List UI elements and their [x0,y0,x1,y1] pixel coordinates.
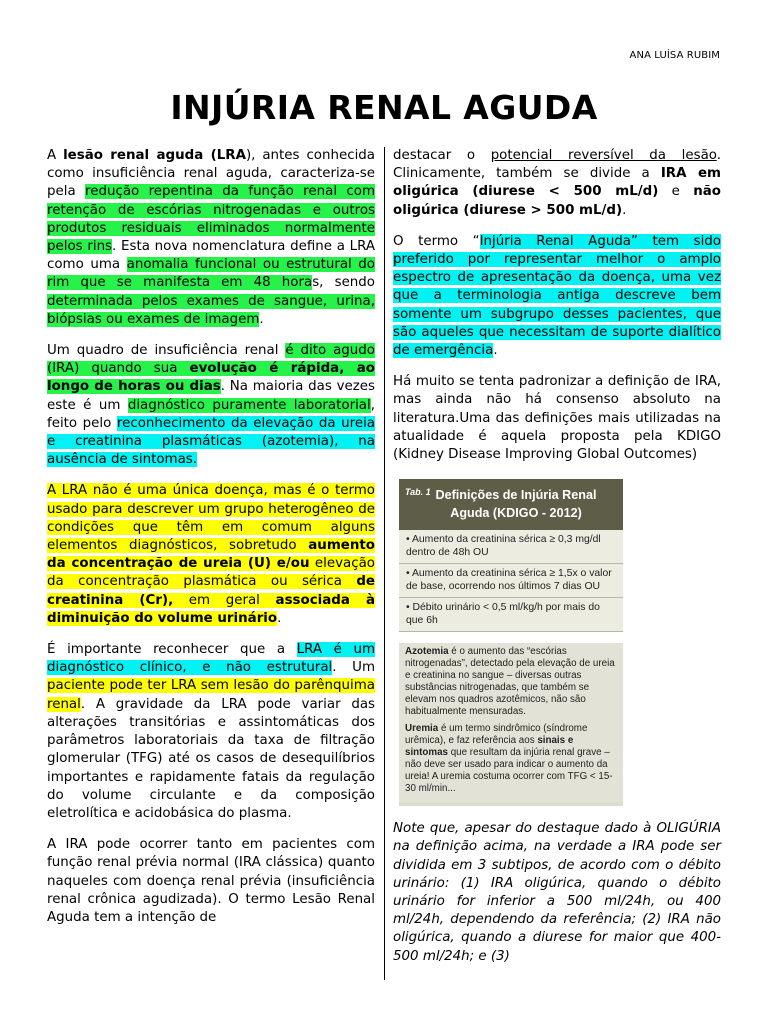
page-title: INJÚRIA RENAL AGUDA [170,88,598,127]
table-label: Tab. 1 [405,487,431,498]
azotemia-definition: Azotemia é o aumento das “escórias nitrogenadas”, detectado pela elevação de ureia e creatinina no sangue – diversas outras substâncias nitrogenadas, que também se elevam nos quadros azotêmicos, não são habitualmente mensuradas. [405,646,615,718]
table-row: • Débito urinário < 0,5 ml/kg/h por mais do que 6h [399,598,623,632]
right-column [393,147,721,979]
paragraph-reversivel: destacar o potencial reversível da lesão. Clinicamente, também se divide a IRA em oligúrica (diurese < 500 mL/d) e não oligúrica (diurese > 500 mL/d). [393,148,721,218]
table-title: Definições de Injúria Renal Aguda (KDIGO - 2012) [435,488,597,521]
paragraph-ira-ocorrencia: A IRA pode ocorrer tanto em pacientes com função renal prévia normal (IRA clássica) quanto naqueles com doença renal prévia (insuficiência renal crônica agudizada). O termo Lesão Renal Aguda tem a intenção de [47,837,375,925]
table-definitions-box [399,643,623,802]
paragraph-diagnostico-clinico: É importante reconhecer que a LRA é um diagnóstico clínico, e não estrutural. Um paciente pode ter LRA sem lesão do parênquima renal. A gravidade da LRA pode variar das alterações transitórias e assintomáticas dos parâmetros laboratoriais da taxa de filtração glomerular (TFG) até os casos de desequilíbrios importantes e rapidamente fatais da regulação do volume circulante e da composição eletrolítica e acidobásica do plasma. [47,642,376,821]
paragraph-kdigo: Há muito se tenta padronizar a definição de IRA, mas ainda não há consenso absoluto na literatura.Uma das definições mais utilizadas na atualidade é aquela proposta pela KDIGO (Kidney Disease Improving Global Outcomes) [393,374,721,463]
paragraph-ira-quadro: Um quadro de insuficiência renal é dito agudo (IRA) quando sua evolução é rápida, ao longo de horas ou dias. Na maioria das vezes este é um diagnóstico puramente laboratorial, feito pelo reconhecimento da elevação da ureia e creatinina plasmáticas (azotemia), na ausência de sintomas. [47,343,375,468]
uremia-definition: Uremia é um termo sindrômico (síndrome urêmica), e faz referência aos sinais e sintomas que resultam da injúria renal grave – não deve ser usado para indicar o aumento da ureia! A uremia costuma ocorrer com TFG < 15-30 ml/min... [405,723,613,795]
table-row: • Aumento da creatinina sérica ≥ 0,3 mg/dl dentro de 48h OU [399,530,623,564]
kdigo-table [399,479,623,806]
table-header [399,479,623,530]
paragraph-note-oliguria: Note que, apesar do destaque dado à OLIGÚRIA na definição acima, na verdade a IRA pode ser dividida em 3 subtipos, de acordo com o débito urinário: (1) IRA oligúrica, quando o débito urinário for inferior a 500 ml/24h, ou 400 ml/24h, dependendo da referência; (2) IRA não oligúrica, quando a diurese for maior que 400-500 ml/24h; e (3) [393,821,721,964]
table-row: • Aumento da creatinina sérica ≥ 1,5x o valor de base, ocorrendo nos últimos 7 dias OU [399,564,623,598]
paragraph-lra-nao-unica: A LRA não é uma única doença, mas é o termo usado para descrever um grupo heterogêneo de condições que têm em comum alguns elementos diagnósticos, sobretudo aumento da concentração de ureia (U) e/ou elevação da concentração plasmática ou sérica de creatinina (Cr), em geral associada à diminuição do volume urinário. [47,483,375,626]
column-divider [384,147,385,980]
paragraph-lra-definition: A lesão renal aguda (LRA), antes conhecida como insuficiência renal aguda, caracteriza-se pela redução repentina da função renal com retenção de escórias nitrogenadas e outros produtos residuais eliminados normalmente pelos rins. Esta nova nomenclatura define a LRA como uma anomalia funcional ou estrutural do rim que se manifesta em 48 horas, sendo determinada pelos exames de sangue, urina, biópsias ou exames de imagem. [47,148,376,327]
author-name: ANA LUÍSA RUBIM [629,50,720,61]
paragraph-termo-injuria: O termo “Injúria Renal Aguda” tem sido preferido por representar melhor o amplo espectro de apresentação da doença, uma vez que a terminologia antiga descreve bem somente um subgrupo desses pacientes, que são aqueles que necessitam de suporte dialítico de emergência. [393,233,721,359]
table-gap [399,632,623,643]
left-column [47,147,375,940]
